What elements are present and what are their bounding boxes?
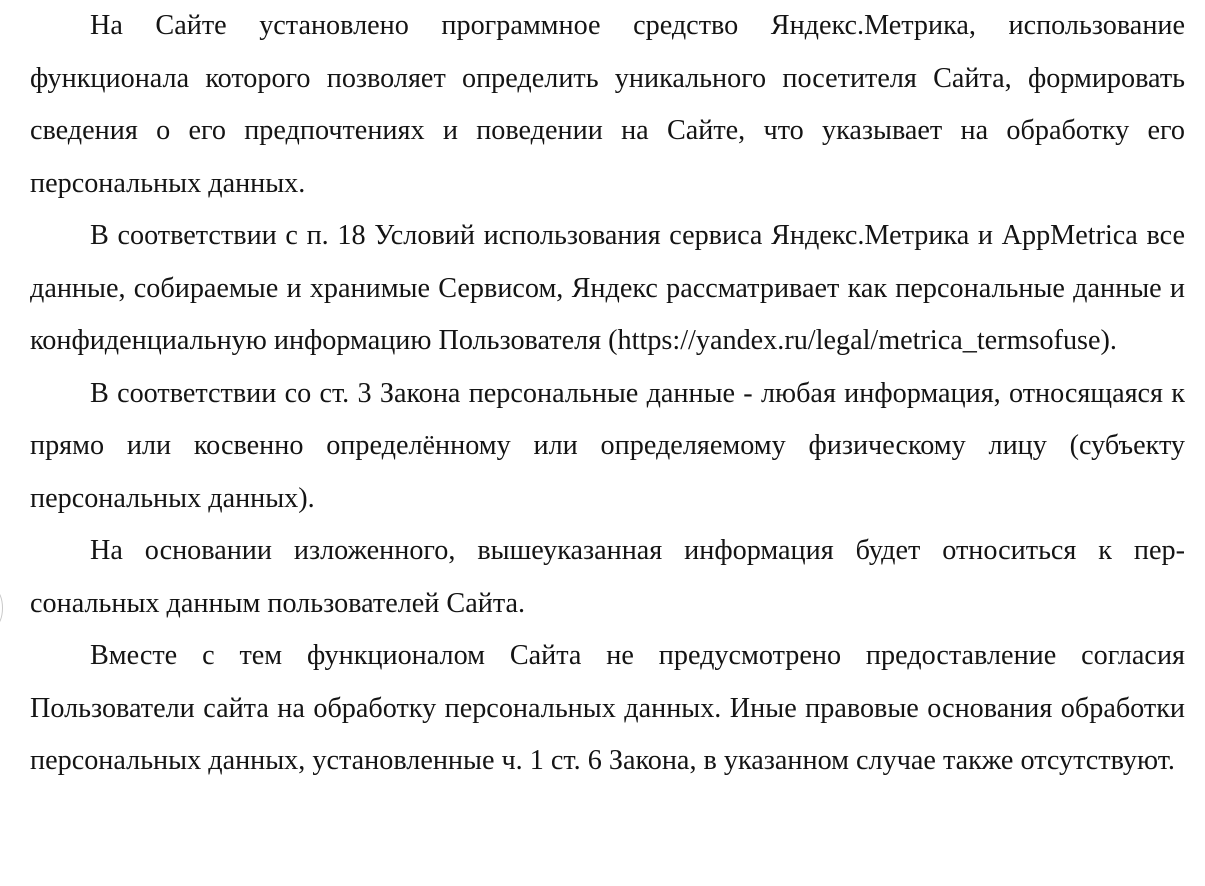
margin-marker [0, 590, 3, 626]
paragraph-personal-data-definition: В соответствии со ст. 3 Закона персональные данные - любая информация, относящаяся к прямо или косвенно определённому или определяемому физическому лицу (субъекту персональных данных). [30, 377, 1185, 514]
paragraph-yandex-metrika: На Сайте установлено программное средство Яндекс.Метрика, использование функционала которого позволяет определить уникального посетителя Сайта, формировать сведения о его предпочтениях и поведении на Сайте, что указывает на обработку его персональных данных. [30, 10, 1185, 199]
paragraph-conclusion: На основании изложенного, вышеуказанная информация будет относиться к персональных данным пользователей Сайта. [30, 535, 1185, 619]
document-body [30, 0, 1185, 788]
paragraph-no-consent: Вместе с тем функционалом Сайта не предусмотрено предоставление согласия Пользователи сайта на обработку персональных данных. Иные правовые основания обработки персональных данных, установленные ч. 1 ст. 6 Закона, в указанном случае также отсутствуют. [30, 640, 1185, 776]
paragraph-terms-of-use: В соответствии с п. 18 Условий использования сервиса Яндекс.Метрика и AppMetrica все данные, собираемые и хранимые Сервисом, Яндекс рассматривает как персональные данные и конфиденциальную информацию Пользователя (https://yandex.ru/legal/metrica_termsofuse). [30, 220, 1185, 356]
